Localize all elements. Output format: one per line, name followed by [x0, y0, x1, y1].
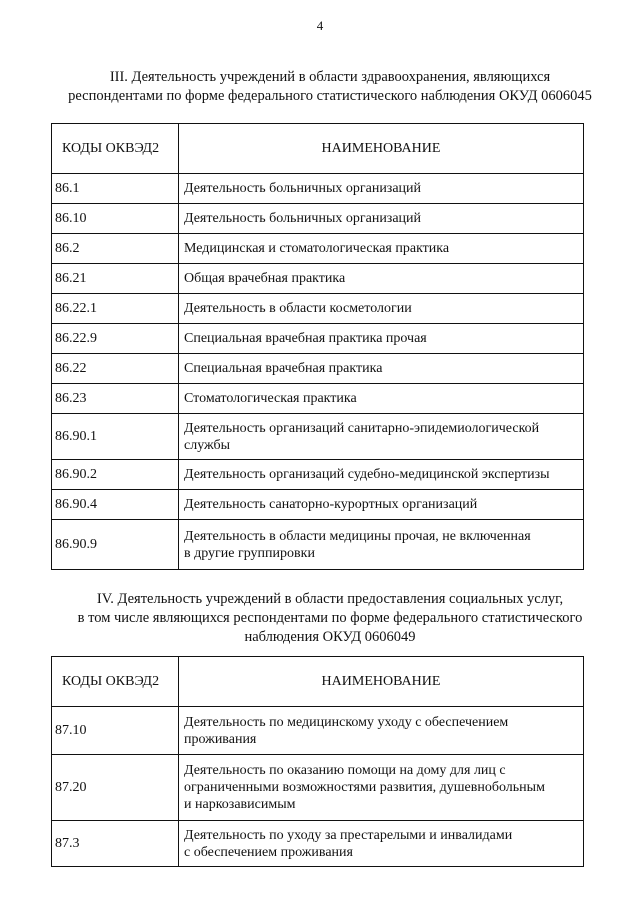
table-row: [52, 821, 584, 867]
okved-name-line: с обеспечением проживания: [184, 844, 353, 860]
okved-code: 86.1: [52, 174, 179, 204]
okved-name: [179, 755, 584, 821]
okved-code: 86.23: [52, 384, 179, 414]
okved-name-line: Деятельность по медицинскому уходу с обеспечением: [184, 714, 509, 730]
name-column-header: НАИМЕНОВАНИЕ: [179, 657, 584, 707]
table-row: [52, 204, 584, 234]
okved-code: 86.22: [52, 354, 179, 384]
okved-name-line: службы: [184, 437, 231, 453]
okved-name: Стоматологическая практика: [179, 384, 584, 414]
table-row: [52, 234, 584, 264]
okved-name: Деятельность больничных организаций: [179, 204, 584, 234]
table-row: [52, 414, 584, 460]
okved-name: [179, 520, 584, 570]
okved-code: 86.90.9: [52, 520, 179, 570]
okved-name: [179, 707, 584, 755]
okved-code: 86.22.1: [52, 294, 179, 324]
okved-name: Специальная врачебная практика: [179, 354, 584, 384]
okved-name: Медицинская и стоматологическая практика: [179, 234, 584, 264]
okved-code: 87.3: [52, 821, 179, 867]
okved-name: [179, 821, 584, 867]
section-3-title-line: респондентами по форме федерального статистического наблюдения ОКУД 0606045: [68, 88, 592, 104]
okved-code: 86.10: [52, 204, 179, 234]
okved-code: 87.10: [52, 707, 179, 755]
section-4-title-line: в том числе являющихся респондентами по форме федерального статистического: [77, 610, 583, 626]
okved-code: 86.22.9: [52, 324, 179, 354]
okved-name-line: проживания: [184, 731, 257, 747]
okved-name-line: и наркозависимым: [184, 797, 296, 812]
okved-code: 86.21: [52, 264, 179, 294]
section-3-table: [51, 123, 584, 570]
table-row: [52, 324, 584, 354]
okved-name-line: Деятельность по уходу за престарелыми и инвалидами: [184, 827, 513, 843]
okved-name: Деятельность больничных организаций: [179, 174, 584, 204]
section-4-title: [40, 590, 620, 647]
okved-code: 86.90.4: [52, 490, 179, 520]
table-row: [52, 294, 584, 324]
table-row: [52, 264, 584, 294]
okved-name-line: в другие группировки: [184, 545, 315, 561]
okved-code: 86.2: [52, 234, 179, 264]
table-row: [52, 354, 584, 384]
table-header-row: [52, 657, 584, 707]
section-3-title: [40, 68, 620, 106]
okved-code: 86.90.2: [52, 460, 179, 490]
table-row: [52, 755, 584, 821]
okved-name-line: Деятельность в области медицины прочая, не включенная: [184, 528, 531, 544]
page-number: 4: [316, 18, 324, 33]
section-3-title-line: III. Деятельность учреждений в области здравоохранения, являющихся: [109, 69, 551, 85]
table-row: [52, 490, 584, 520]
okved-name: Деятельность в области косметологии: [179, 294, 584, 324]
table-row: [52, 707, 584, 755]
okved-name: Деятельность организаций судебно-медицинской экспертизы: [179, 460, 584, 490]
table-row: [52, 520, 584, 570]
section-4-title-line: IV. Деятельность учреждений в области предоставления социальных услуг,: [96, 591, 564, 607]
code-column-header: КОДЫ ОКВЭД2: [52, 124, 179, 174]
table-header-row: [52, 124, 584, 174]
okved-code: 87.20: [52, 755, 179, 821]
okved-name-line: Деятельность организаций санитарно-эпидемиологической: [184, 420, 540, 436]
okved-name-line: ограниченными возможностями развития, душевнобольным: [184, 780, 545, 795]
okved-name: [179, 414, 584, 460]
code-column-header: КОДЫ ОКВЭД2: [52, 657, 179, 707]
table-row: [52, 460, 584, 490]
okved-name: Общая врачебная практика: [179, 264, 584, 294]
table-row: [52, 384, 584, 414]
section-4-title-line: наблюдения ОКУД 0606049: [244, 629, 416, 645]
okved-name-line: Деятельность по оказанию помощи на дому для лиц с: [184, 763, 506, 778]
name-column-header: НАИМЕНОВАНИЕ: [179, 124, 584, 174]
table-row: [52, 174, 584, 204]
okved-name: Деятельность санаторно-курортных организаций: [179, 490, 584, 520]
okved-name: Специальная врачебная практика прочая: [179, 324, 584, 354]
okved-code: 86.90.1: [52, 414, 179, 460]
section-4-table: [51, 656, 584, 867]
